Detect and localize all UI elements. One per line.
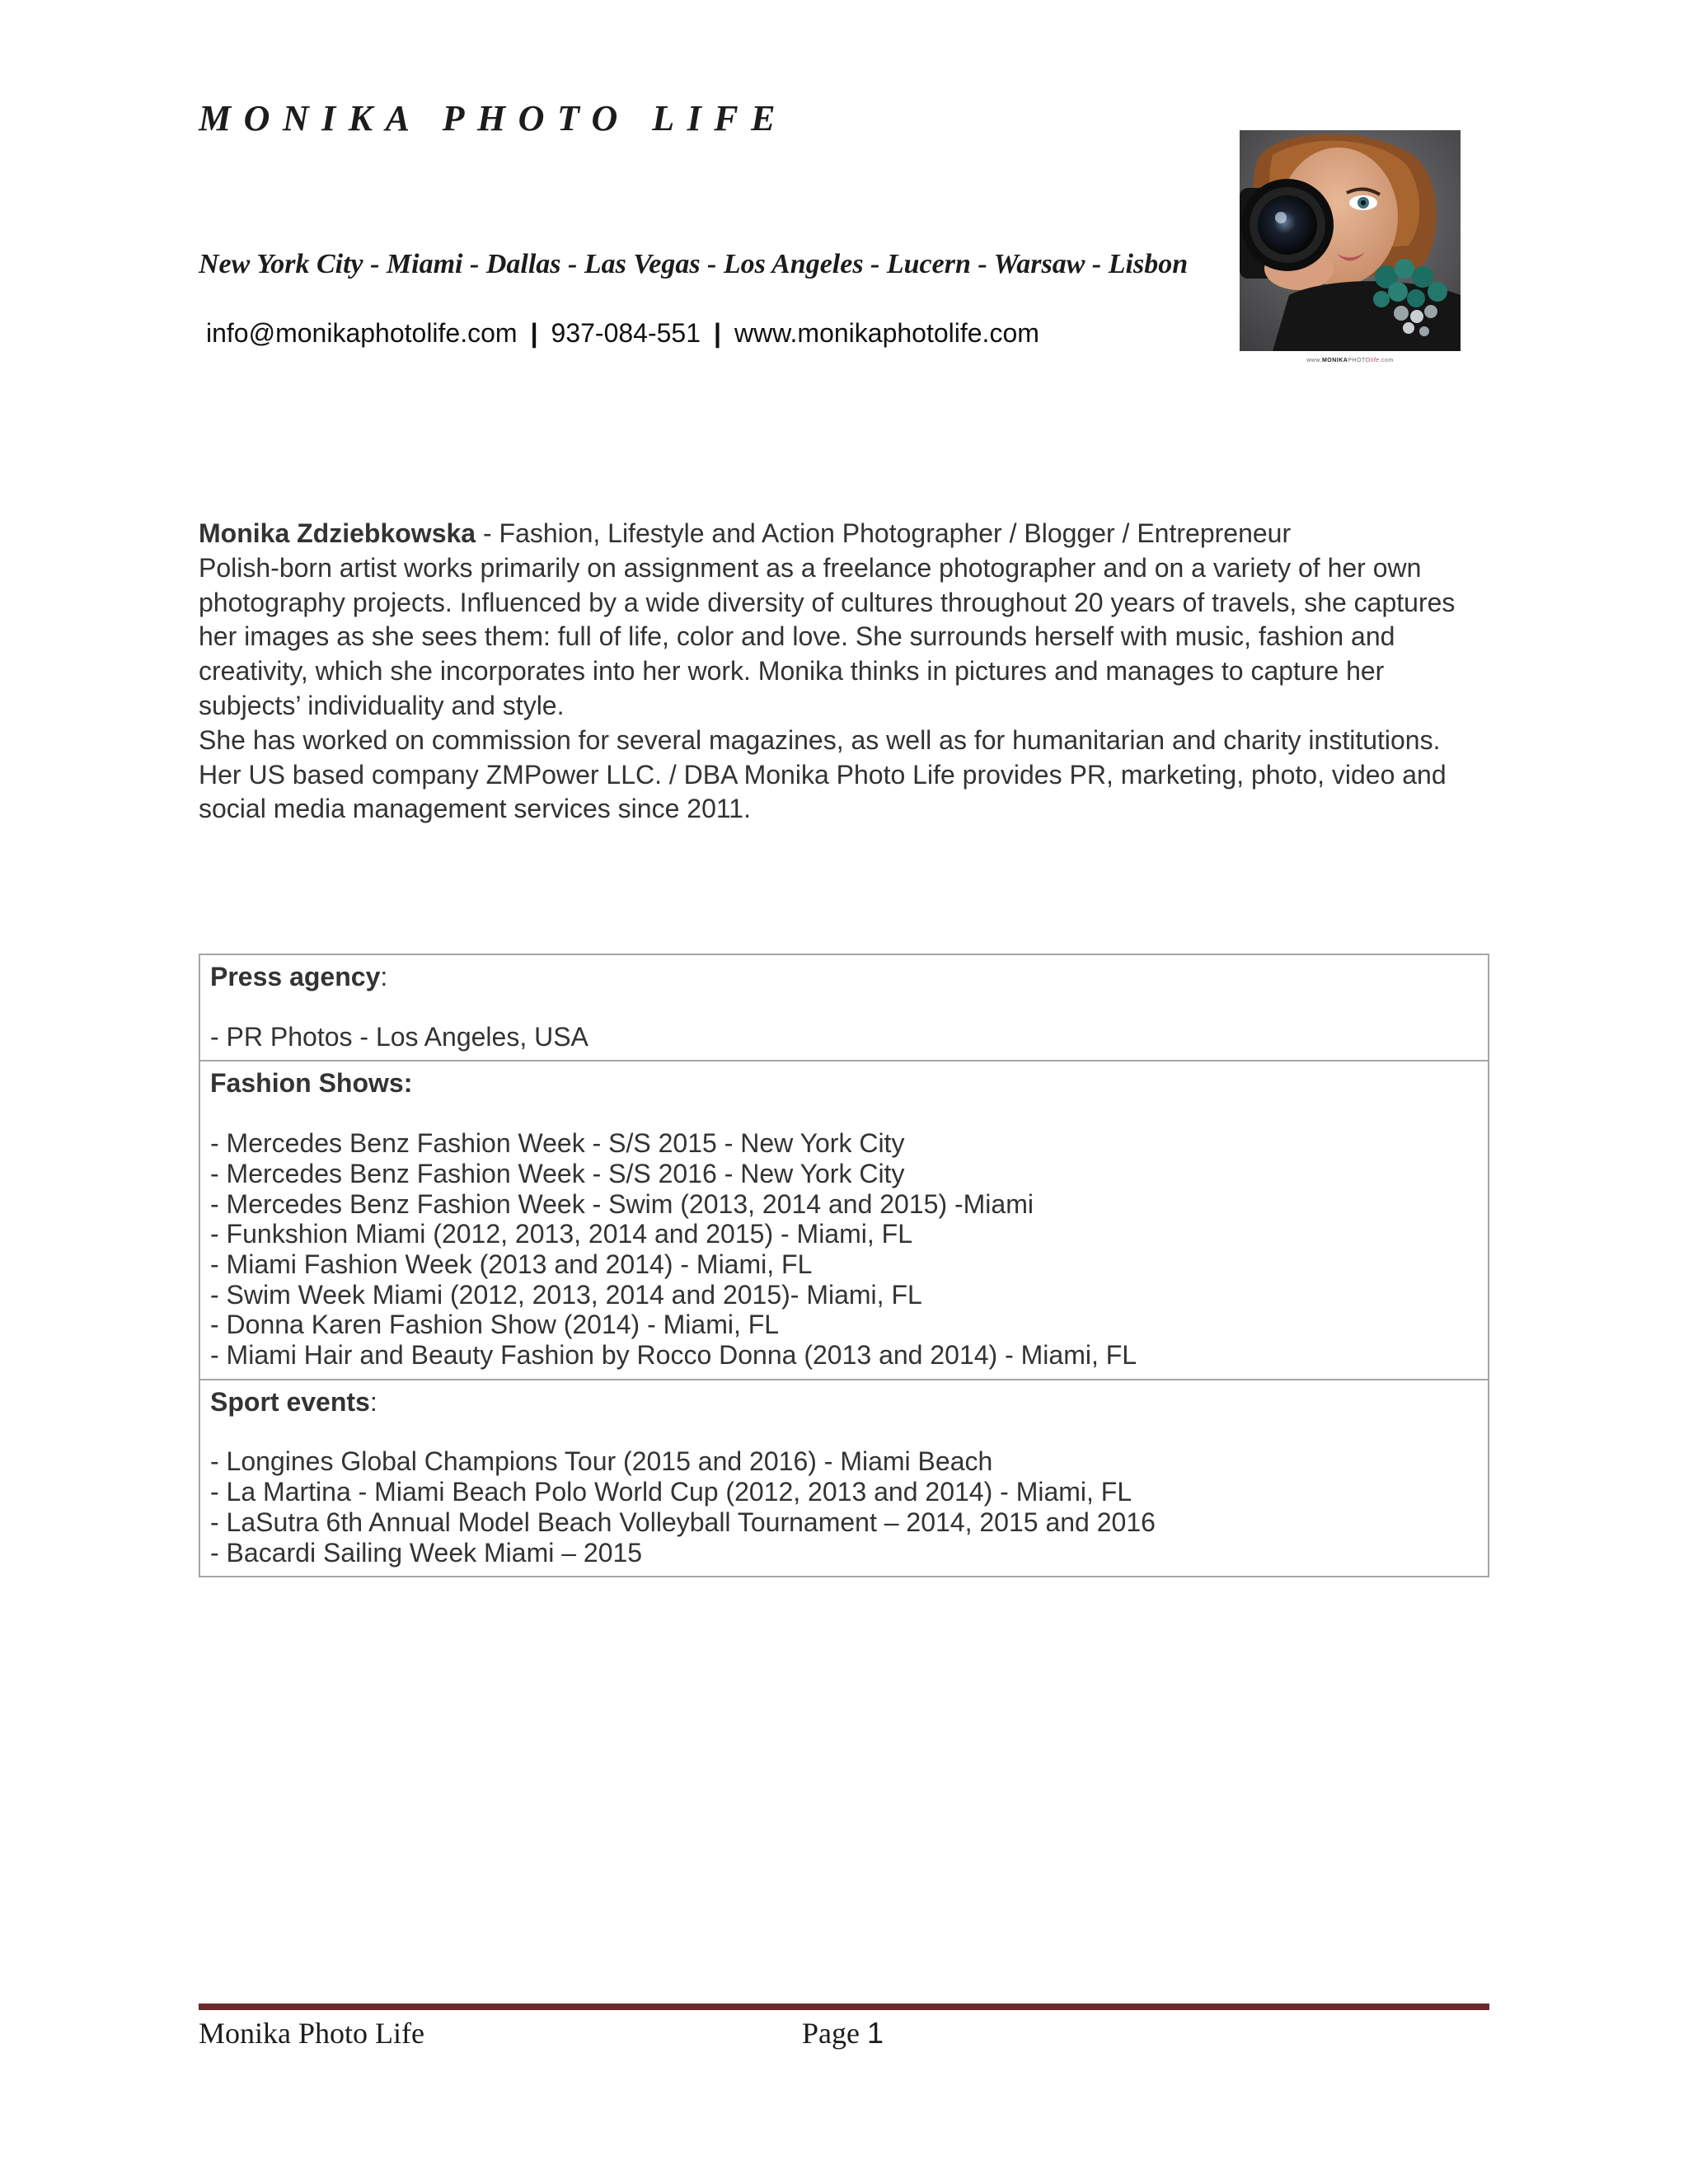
- section-press-agency: Press agency: - PR Photos - Los Angeles, USA: [200, 955, 1488, 1060]
- list-item: - Donna Karen Fashion Show (2014) - Miami, FL: [210, 1310, 780, 1340]
- contact-separator: |: [530, 318, 538, 348]
- city-list: New York City - Miami - Dallas - Las Vegas - Los Angeles - Lucern - Warsaw - Lisbon: [199, 249, 1189, 279]
- section-title: Press agency: [210, 962, 381, 991]
- section-title: Sport events: [210, 1386, 370, 1417]
- bio-paragraph: She has worked on commission for several magazines, as well as for humanitarian and charity institutions.: [199, 724, 1441, 755]
- list-item: - Miami Hair and Beauty Fashion by Rocco Donna (2013 and 2014) - Miami, FL: [210, 1340, 1137, 1371]
- list-item: - Longines Global Champions Tour (2015 and 2016) - Miami Beach: [210, 1446, 993, 1477]
- list-item: - Swim Week Miami (2012, 2013, 2014 and 2015)- Miami, FL: [210, 1279, 922, 1310]
- page-indicator: Page 1: [802, 2016, 884, 2050]
- list-item: - PR Photos - Los Angeles, USA: [210, 1021, 588, 1052]
- bio-heading: [199, 517, 1493, 551]
- phone-number: 937-084-551: [551, 318, 701, 348]
- list-item: - La Martina - Miami Beach Polo World Cup (2012, 2013 and 2014) - Miami, FL: [210, 1477, 1132, 1507]
- list-item: - LaSutra 6th Annual Model Beach Volleyball Tournament – 2014, 2015 and 2016: [210, 1507, 1156, 1537]
- list-item: - Miami Fashion Week (2013 and 2014) - Miami, FL: [210, 1249, 813, 1279]
- section-fashion-shows: [200, 1060, 1488, 1378]
- footer-brand: Monika Photo Life: [199, 2017, 424, 2050]
- email-link[interactable]: info@monikaphotolife.com: [206, 318, 518, 348]
- list-item: - Mercedes Benz Fashion Week - S/S 2015 - New York City: [210, 1128, 905, 1159]
- contact-separator: |: [714, 318, 721, 348]
- author-name: Monika Zdziebkowska: [199, 518, 476, 548]
- section-title: Fashion Shows:: [210, 1068, 413, 1099]
- experience-table: [199, 954, 1489, 1577]
- list-item: - Mercedes Benz Fashion Week - Swim (2013, 2014 and 2015) -Miami: [210, 1188, 1034, 1219]
- page-number: 1: [866, 2016, 884, 2050]
- list-item: - Bacardi Sailing Week Miami – 2015: [210, 1537, 643, 1568]
- portrait-photo-icon: [1240, 130, 1461, 351]
- bio-paragraph: Polish-born artist works primarily on assignment as a freelance photographer and on a variety of her own photography projects. Influenced by a wide diversity of cultures throughout 20 years of travels, she captures her images as she sees them: full of life, color and love. She surrounds herself with music, fashion and creativity, which she incorporates into her work. Monika thinks in pictures and manages to capture her subjects’ individuality and style.: [199, 552, 1456, 720]
- biography: [199, 517, 1493, 827]
- photo-watermark: www.MONIKAPHOTOlife.com: [1306, 358, 1394, 363]
- list-item: - Funkshion Miami (2012, 2013, 2014 and 2015) - Miami, FL: [210, 1219, 912, 1249]
- contact-line: [206, 318, 1039, 349]
- section-sport-events: Sport events: - Longines Global Champions Tour (2015 and 2016) - Miami Beach - La Martina - Miami Beach Polo World Cup (2012, 2013 and 2014) - Miami, FL - LaSutra 6th Annual Model Beach Volleyball Tournament – 2014, 2015 and 2016 - Bacardi Sailing Week Miami – 2015: [200, 1379, 1488, 1577]
- brand-title: MONIKA PHOTO LIFE: [199, 98, 788, 138]
- website-link[interactable]: www.monikaphotolife.com: [734, 318, 1039, 348]
- list-item: - Mercedes Benz Fashion Week - S/S 2016 - New York City: [210, 1158, 905, 1188]
- author-title: - Fashion, Lifestyle and Action Photographer / Blogger / Entrepreneur: [476, 518, 1292, 548]
- bio-paragraph: Her US based company ZMPower LLC. / DBA Monika Photo Life provides PR, marketing, photo, video and social media management services since 2011.: [199, 759, 1447, 824]
- footer-divider: [199, 2004, 1489, 2010]
